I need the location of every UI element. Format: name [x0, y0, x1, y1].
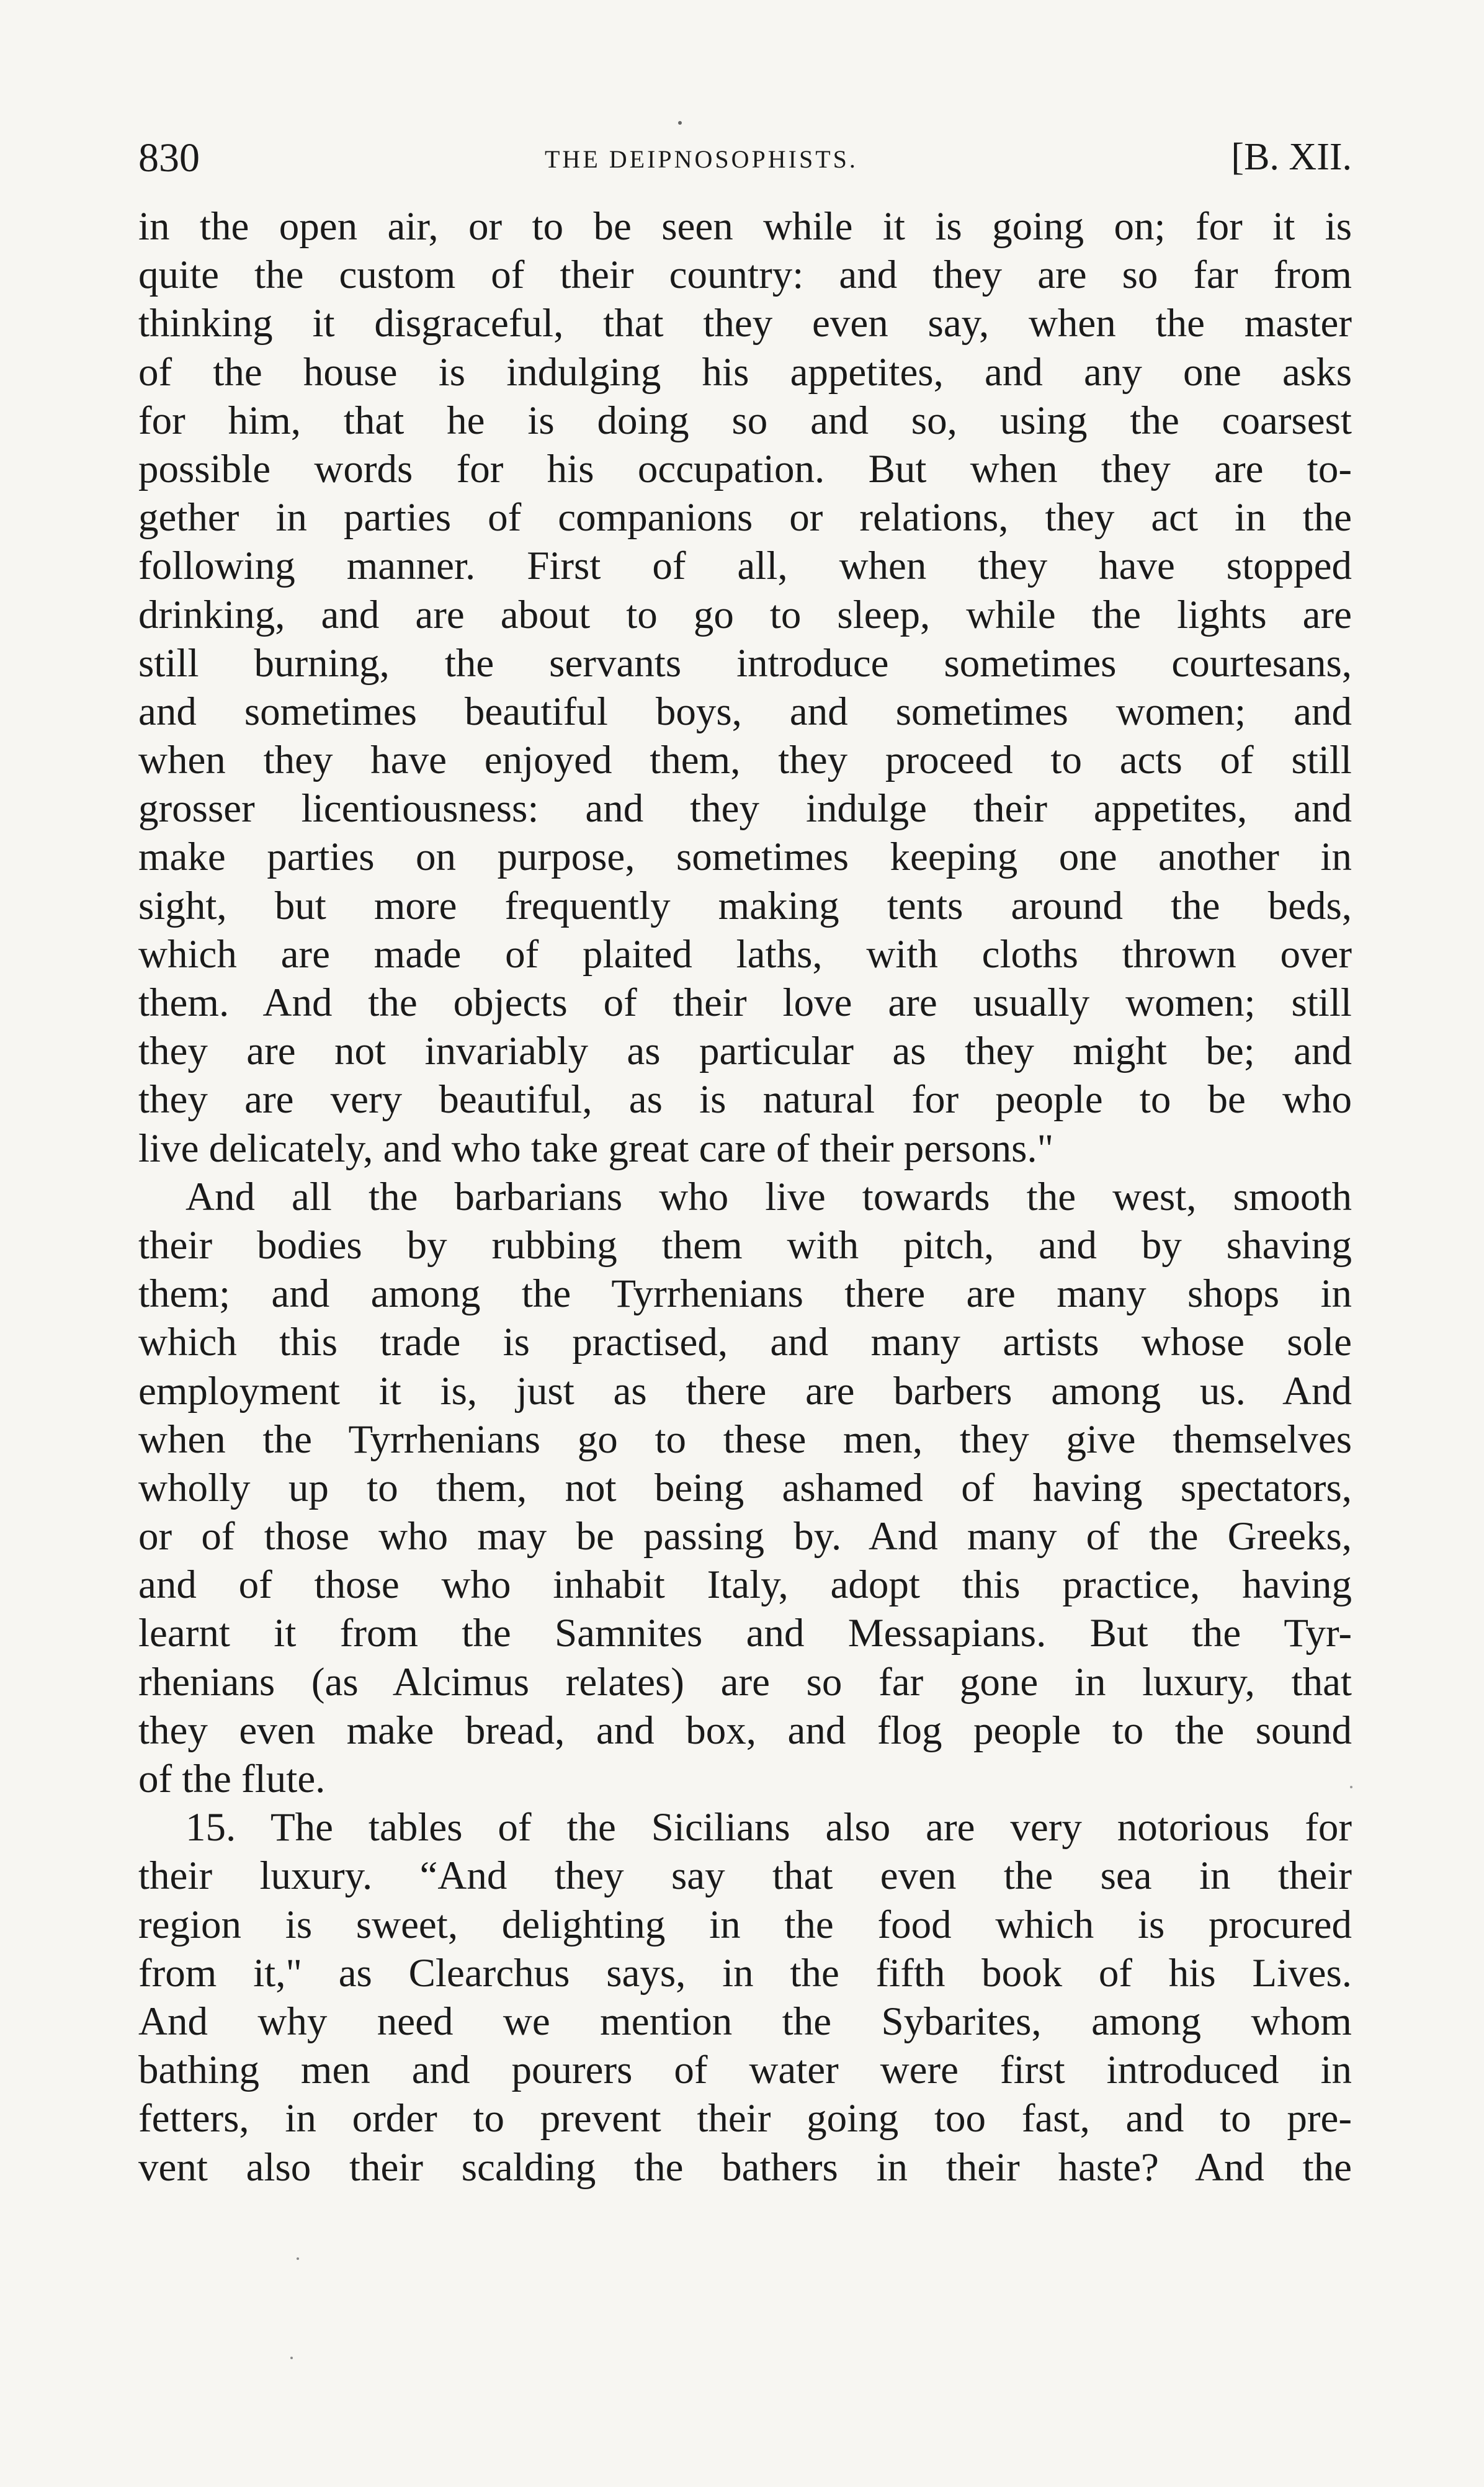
text-line: still burning, the servants introduce sometimes courtesans, [138, 640, 1352, 686]
book-reference: [B. XII. [1231, 136, 1352, 178]
text-line: possible words for his occupation. But when they are to- [138, 446, 1352, 491]
text-line: when they have enjoyed them, they proceed to acts of still [138, 738, 1352, 783]
text-line: for him, that he is doing so and so, using the coarsest [138, 398, 1352, 443]
text-line: And why need we mention the Sybarites, among whom [138, 1999, 1352, 2044]
text-line: employment it is, just as there are barbers among us. And [138, 1368, 1352, 1414]
text-line: them. And the objects of their love are usually women; still [138, 980, 1352, 1025]
text-line: make parties on purpose, sometimes keeping one another in [138, 835, 1352, 880]
paper-speck [678, 121, 682, 125]
text-line: of the house is indulging his appetites, and any one asks [138, 349, 1352, 395]
text-line: following manner. First of all, when they have stopped [138, 544, 1352, 589]
paper-speck [290, 2357, 293, 2359]
text-line: from it," as Clearchus says, in the fifth book of his Lives. [138, 1950, 1352, 1996]
text-line: fetters, in order to prevent their going too fast, and to pre- [138, 2096, 1352, 2141]
text-line: they are not invariably as particular as they might be; and [138, 1029, 1352, 1074]
text-line: And all the barbarians who live towards the west, smooth [186, 1174, 1352, 1219]
text-line: and of those who inhabit Italy, adopt this practice, having [138, 1562, 1352, 1608]
text-line: region is sweet, delighting in the food which is procured [138, 1902, 1352, 1947]
text-line: quite the custom of their country: and they are so far from [138, 253, 1352, 298]
text-line: gether in parties of companions or relations, they act in the [138, 495, 1352, 540]
text-line: bathing men and pourers of water were first introduced in [138, 2048, 1352, 2093]
text-line: thinking it disgraceful, that they even say, when the master [138, 301, 1352, 346]
text-line: learnt it from the Samnites and Messapians. But the Tyr- [138, 1611, 1352, 1656]
text-line: in the open air, or to be seen while it is going on; for it is [138, 204, 1352, 249]
text-line: which are made of plaited laths, with cloths thrown over [138, 931, 1352, 977]
text-line: their bodies by rubbing them with pitch, and by shaving [138, 1222, 1352, 1268]
text-line: of the flute. [138, 1757, 326, 1801]
text-line: them; and among the Tyrrhenians there are many shops in [138, 1271, 1352, 1317]
text-line: drinking, and are about to go to sleep, while the lights are [138, 592, 1352, 637]
text-line: live delicately, and who take great care of their persons." [138, 1126, 1054, 1171]
text-line: or of those who may be passing by. And many of the Greeks, [138, 1514, 1352, 1559]
page-number: 830 [138, 135, 200, 181]
text-line: they are very beautiful, as is natural for people to be who [138, 1077, 1352, 1123]
running-title: THE DEIPNOSOPHISTS. [545, 145, 858, 173]
paper-speck [1350, 1786, 1352, 1788]
text-line: grosser licentiousness: and they indulge their appetites, and [138, 786, 1352, 831]
text-line: when the Tyrrhenians go to these men, they give themselves [138, 1417, 1352, 1462]
text-line: sight, but more frequently making tents around the beds, [138, 883, 1352, 928]
text-line: rhenians (as Alcimus relates) are so far gone in luxury, that [138, 1659, 1352, 1705]
text-line: 15. The tables of the Sicilians also are very notorious for [186, 1805, 1352, 1850]
text-line: their luxury. “And they say that even the sea in their [138, 1853, 1352, 1899]
text-line: and sometimes beautiful boys, and sometimes women; and [138, 689, 1352, 734]
text-line: wholly up to them, not being ashamed of having spectators, [138, 1465, 1352, 1510]
text-line: vent also their scalding the bathers in their haste? And the [138, 2144, 1352, 2190]
text-line: which this trade is practised, and many artists whose sole [138, 1320, 1352, 1365]
text-line: they even make bread, and box, and flog people to the sound [138, 1708, 1352, 1753]
paper-speck [297, 2257, 299, 2260]
